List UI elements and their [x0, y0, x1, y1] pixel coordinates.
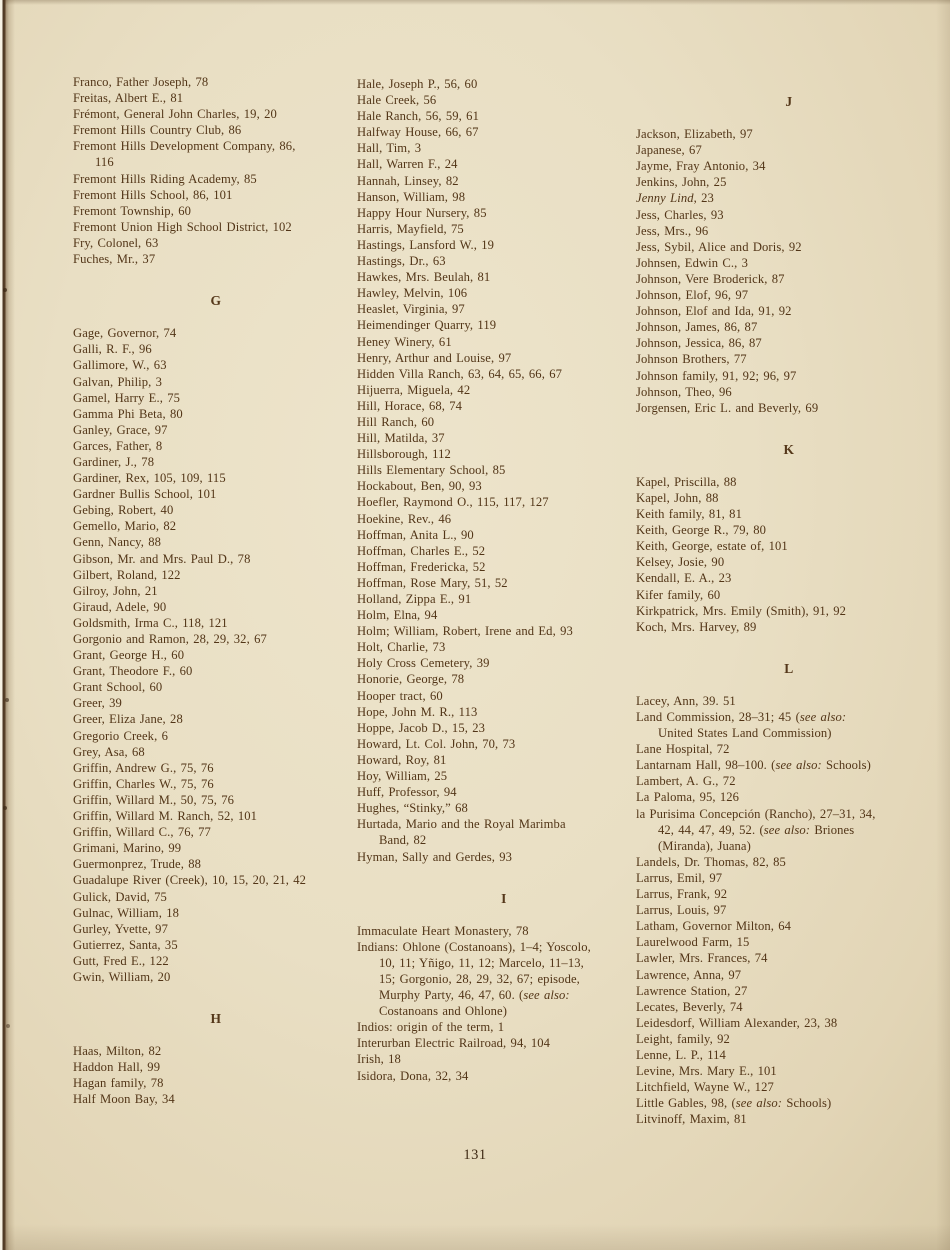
index-entry: Fremont Township, 60 [73, 203, 191, 218]
index-entry: Howard, Lt. Col. John, 70, 73 [357, 736, 516, 751]
section-header-l: L [784, 660, 794, 676]
paper-specks [0, 0, 4, 4]
index-entry: Gamel, Harry E., 75 [73, 390, 181, 405]
index-entry: Fremont Hills Country Club, 86 [73, 123, 242, 138]
index-entry: Harris, Mayfield, 75 [357, 221, 464, 236]
index-column-1 [73, 74, 359, 1108]
index-entry: Hoffman, Fredericka, 52 [357, 559, 486, 574]
index-entry: Hale Ranch, 56, 59, 61 [357, 109, 479, 124]
index-entry: Lawrence Station, 27 [636, 983, 748, 998]
index-entry: Kirkpatrick, Mrs. Emily (Smith), 91, 92 [636, 603, 847, 618]
index-column-3 [636, 80, 942, 1127]
index-entry: Holt, Charlie, 73 [357, 640, 446, 655]
index-entry: Griffin, Charles W., 75, 76 [73, 776, 214, 791]
index-entry: Lawrence, Anna, 97 [636, 967, 742, 982]
index-entry: Lawler, Mrs. Frances, 74 [636, 951, 768, 966]
index-entry: Hall, Tim, 3 [357, 141, 422, 156]
index-entry: Hoffman, Rose Mary, 51, 52 [357, 575, 508, 590]
index-entry: Hoekine, Rev., 46 [357, 511, 452, 526]
index-entry: Hoppe, Jacob D., 15, 23 [357, 720, 486, 735]
index-entry: Half Moon Bay, 34 [73, 1092, 175, 1107]
index-entry: Gregorio Creek, 6 [73, 728, 168, 743]
index-entry: Giraud, Adele, 90 [73, 599, 167, 614]
index-entry: Honorie, George, 78 [357, 672, 465, 687]
index-entry: Larrus, Louis, 97 [636, 903, 727, 918]
index-entry: Irish, 18 [357, 1052, 401, 1067]
index-entry: Hale, Joseph P., 56, 60 [357, 77, 478, 91]
index-entry: Indians: Ohlone (Costanoans), 1–4; Yoscolo, 10, 11; Yñigo, 11, 12; Marcelo, 11–13, 15; Gorgonio, 28, 29, 32, 67; episode, Murphy Party, 46, 47, 60. (see also: Costanoans and Ohlone) [357, 939, 591, 1019]
index-entry: Hooper tract, 60 [357, 688, 443, 703]
index-entry: Gutt, Fred E., 122 [73, 953, 169, 968]
index-entry: Grey, Asa, 68 [73, 744, 145, 759]
index-entry: Hall, Warren F., 24 [357, 157, 458, 172]
index-entry: Howard, Roy, 81 [357, 752, 447, 767]
index-entry: Garces, Father, 8 [73, 438, 163, 453]
index-entry: Kelsey, Josie, 90 [636, 555, 725, 570]
index-entry: Greer, 39 [73, 696, 122, 711]
index-entry: Hill, Horace, 68, 74 [357, 398, 463, 413]
index-entry: Isidora, Dona, 32, 34 [357, 1068, 469, 1083]
index-entry: Lenne, L. P., 114 [636, 1047, 726, 1062]
index-entry: Gwin, William, 20 [73, 969, 171, 984]
index-entry: Haas, Milton, 82 [73, 1044, 162, 1059]
section-header-h: H [210, 1011, 222, 1027]
index-entry: Jenny Lind, 23 [636, 191, 714, 206]
index-entry: Hockabout, Ben, 90, 93 [357, 479, 482, 494]
index-entry: Hope, John M. R., 113 [357, 704, 478, 719]
index-entry: Johnson family, 91, 92; 96, 97 [636, 368, 797, 383]
index-entry: Haddon Hall, 99 [73, 1060, 161, 1075]
index-entry: Grant, George H., 60 [73, 648, 185, 663]
index-entry: Galvan, Philip, 3 [73, 374, 163, 389]
index-entry: Kapel, John, 88 [636, 490, 719, 505]
index-entry: Landels, Dr. Thomas, 82, 85 [636, 854, 786, 869]
section-header-j: J [785, 94, 793, 109]
index-column-2 [357, 76, 651, 1084]
index-entry: Henry, Arthur and Louise, 97 [357, 350, 512, 365]
index-entry: Gardner Bullis School, 101 [73, 487, 217, 502]
index-entry: Leidesdorf, William Alexander, 23, 38 [636, 1015, 838, 1030]
index-entry: Heimendinger Quarry, 119 [357, 318, 497, 333]
index-entry: Little Gables, 98, (see also: Schools) [636, 1096, 832, 1111]
index-entry: Lacey, Ann, 39. 51 [636, 693, 736, 708]
index-entry: Genn, Nancy, 88 [73, 535, 162, 550]
index-entry: Jess, Sybil, Alice and Doris, 92 [636, 239, 802, 254]
index-entry: Koch, Mrs. Harvey, 89 [636, 619, 757, 634]
index-entry: Holm; William, Robert, Irene and Ed, 93 [357, 624, 573, 639]
index-entry: Guadalupe River (Creek), 10, 15, 20, 21, 42 [73, 873, 307, 888]
index-entry: Gilbert, Roland, 122 [73, 567, 181, 582]
index-entry: Hyman, Sally and Gerdes, 93 [357, 849, 512, 864]
index-entry: Gallimore, W., 63 [73, 358, 167, 373]
index-entry: Johnson Brothers, 77 [636, 352, 747, 367]
index-entry: Holland, Zippa E., 91 [357, 592, 472, 606]
index-entry: Johnson, James, 86, 87 [636, 320, 758, 335]
index-entry: Gulnac, William, 18 [73, 905, 179, 920]
index-entry: Kapel, Priscilla, 88 [636, 474, 737, 489]
index-entry: Jenkins, John, 25 [636, 175, 727, 190]
index-entry: Hills Elementary School, 85 [357, 463, 506, 478]
index-entry: Gurley, Yvette, 97 [73, 921, 168, 936]
index-entry: Hijuerra, Miguela, 42 [357, 382, 471, 397]
index-entry: Jackson, Elizabeth, 97 [636, 127, 753, 142]
index-entry: Jayme, Fray Antonio, 34 [636, 159, 766, 174]
index-entry: Heney Winery, 61 [357, 334, 452, 349]
index-entry: Land Commission, 28–31; 45 (see also: United States Land Commission) [636, 710, 847, 741]
index-entry: Grimani, Marino, 99 [73, 841, 182, 856]
index-entry: Hastings, Dr., 63 [357, 254, 446, 269]
index-entry: Guermonprez, Trude, 88 [73, 857, 202, 872]
index-entry: Litchfield, Wayne W., 127 [636, 1080, 774, 1095]
index-entry: Johnsen, Edwin C., 3 [636, 255, 749, 270]
index-entry: Jorgensen, Eric L. and Beverly, 69 [636, 400, 819, 415]
index-entry: Gibson, Mr. and Mrs. Paul D., 78 [73, 551, 251, 566]
index-entry: Ganley, Grace, 97 [73, 422, 168, 437]
index-entry: Keith, George R., 79, 80 [636, 523, 766, 538]
index-entry: Hoefler, Raymond O., 115, 117, 127 [357, 495, 549, 510]
index-entry: Interurban Electric Railroad, 94, 104 [357, 1036, 551, 1051]
book-spine-shadow [0, 0, 16, 1250]
index-entry: Hill Ranch, 60 [357, 414, 435, 429]
index-entry: Frémont, General John Charles, 19, 20 [73, 107, 277, 122]
section-header-k: K [783, 441, 795, 457]
index-entry: Franco, Father Joseph, 78 [73, 75, 209, 89]
index-entry: Jess, Mrs., 96 [636, 223, 709, 238]
index-entry: Johnson, Elof and Ida, 91, 92 [636, 304, 792, 319]
index-entry: Hurtada, Mario and the Royal Marimba Band, 82 [357, 817, 566, 848]
index-entry: Hoffman, Anita L., 90 [357, 527, 474, 542]
index-entry: Lambert, A. G., 72 [636, 774, 736, 789]
index-entry: Greer, Eliza Jane, 28 [73, 712, 183, 727]
index-entry: Happy Hour Nursery, 85 [357, 205, 487, 220]
index-entry: Hawley, Melvin, 106 [357, 286, 468, 301]
index-entry: Fremont Hills Development Company, 86, 116 [73, 139, 296, 170]
index-entry: Gorgonio and Ramon, 28, 29, 32, 67 [73, 632, 267, 646]
index-entry: Kifer family, 60 [636, 587, 721, 602]
index-entry: Fremont Hills School, 86, 101 [73, 187, 233, 202]
index-entry: Keith family, 81, 81 [636, 507, 742, 522]
index-entry: Galli, R. F., 96 [73, 342, 152, 357]
index-entry: Immaculate Heart Monastery, 78 [357, 923, 529, 938]
index-entry: Hannah, Linsey, 82 [357, 173, 459, 188]
index-entry: Gardiner, Rex, 105, 109, 115 [73, 471, 226, 486]
index-entry: Johnson, Theo, 96 [636, 384, 732, 399]
index-entry: Hanson, William, 98 [357, 189, 466, 204]
index-entry: Gardiner, J., 78 [73, 454, 155, 469]
index-entry: Freitas, Albert E., 81 [73, 91, 184, 106]
index-entry: Grant School, 60 [73, 680, 163, 695]
index-entry: Hoy, William, 25 [357, 769, 448, 784]
index-entry: Gemello, Mario, 82 [73, 519, 177, 534]
index-entry: Hoffman, Charles E., 52 [357, 543, 486, 558]
index-entry: Hale Creek, 56 [357, 93, 437, 108]
index-entry: Gamma Phi Beta, 80 [73, 406, 183, 421]
index-entry: Johnson, Jessica, 86, 87 [636, 336, 762, 351]
index-entry: Gebing, Robert, 40 [73, 503, 174, 518]
index-entry: Indios: origin of the term, 1 [357, 1020, 505, 1035]
index-entry: Fuches, Mr., 37 [73, 252, 156, 267]
index-entry: Goldsmith, Irma C., 118, 121 [73, 615, 228, 630]
index-entry: Holm, Elna, 94 [357, 608, 438, 623]
index-entry: Fremont Hills Riding Academy, 85 [73, 171, 257, 186]
index-entry: Japanese, 67 [636, 143, 702, 158]
index-entry: Griffin, Andrew G., 75, 76 [73, 760, 214, 775]
index-entry: Laurelwood Farm, 15 [636, 935, 750, 950]
index-entry: Lecates, Beverly, 74 [636, 999, 743, 1014]
index-entry: Gilroy, John, 21 [73, 583, 158, 598]
index-entry: Gutierrez, Santa, 35 [73, 937, 178, 952]
index-entry: Leight, family, 92 [636, 1031, 730, 1046]
index-entry: Griffin, Willard M. Ranch, 52, 101 [73, 809, 258, 824]
index-entry: Larrus, Emil, 97 [636, 870, 723, 885]
index-entry: Halfway House, 66, 67 [357, 125, 479, 140]
index-entry: Hillsborough, 112 [357, 447, 451, 462]
index-entry: Heaslet, Virginia, 97 [357, 302, 465, 317]
page-number: 131 [463, 1147, 487, 1163]
section-header-g: G [210, 293, 222, 309]
index-entry: Latham, Governor Milton, 64 [636, 919, 792, 934]
index-entry: Hill, Matilda, 37 [357, 431, 445, 446]
index-entry: Keith, George, estate of, 101 [636, 539, 788, 554]
index-entry: Hidden Villa Ranch, 63, 64, 65, 66, 67 [357, 366, 562, 381]
index-entry: Kendall, E. A., 23 [636, 571, 732, 586]
index-entry: Gage, Governor, 74 [73, 326, 177, 341]
index-entry: Lantarnam Hall, 98–100. (see also: Schools) [636, 758, 871, 773]
index-entry: La Paloma, 95, 126 [636, 790, 740, 805]
index-entry: Fry, Colonel, 63 [73, 235, 159, 250]
index-entry: Jess, Charles, 93 [636, 207, 724, 222]
index-entry: Fremont Union High School District, 102 [73, 219, 292, 234]
index-entry: Hastings, Lansford W., 19 [357, 237, 495, 252]
index-entry: Lane Hospital, 72 [636, 742, 730, 757]
index-entry: Holy Cross Cemetery, 39 [357, 656, 490, 671]
index-entry: Huff, Professor, 94 [357, 785, 457, 800]
index-entry: Griffin, Willard M., 50, 75, 76 [73, 792, 235, 807]
index-entry: Johnson, Elof, 96, 97 [636, 288, 749, 303]
index-entry: Larrus, Frank, 92 [636, 887, 728, 902]
index-entry: Griffin, Willard C., 76, 77 [73, 825, 211, 840]
index-entry: Hagan family, 78 [73, 1076, 164, 1091]
index-entry: Levine, Mrs. Mary E., 101 [636, 1064, 777, 1079]
index-entry: la Purisima Concepción (Rancho), 27–31, 34, 42, 44, 47, 49, 52. (see also: Briones (Miranda), Juana) [636, 806, 876, 853]
index-entry: Johnson, Vere Broderick, 87 [636, 271, 785, 286]
index-entry: Litvinoff, Maxim, 81 [636, 1112, 747, 1127]
index-entry: Grant, Theodore F., 60 [73, 664, 193, 679]
index-entry: Hughes, “Stinky,” 68 [357, 801, 468, 816]
index-entry: Gulick, David, 75 [73, 889, 167, 904]
section-header-i: I [501, 890, 507, 906]
index-entry: Hawkes, Mrs. Beulah, 81 [357, 270, 491, 285]
